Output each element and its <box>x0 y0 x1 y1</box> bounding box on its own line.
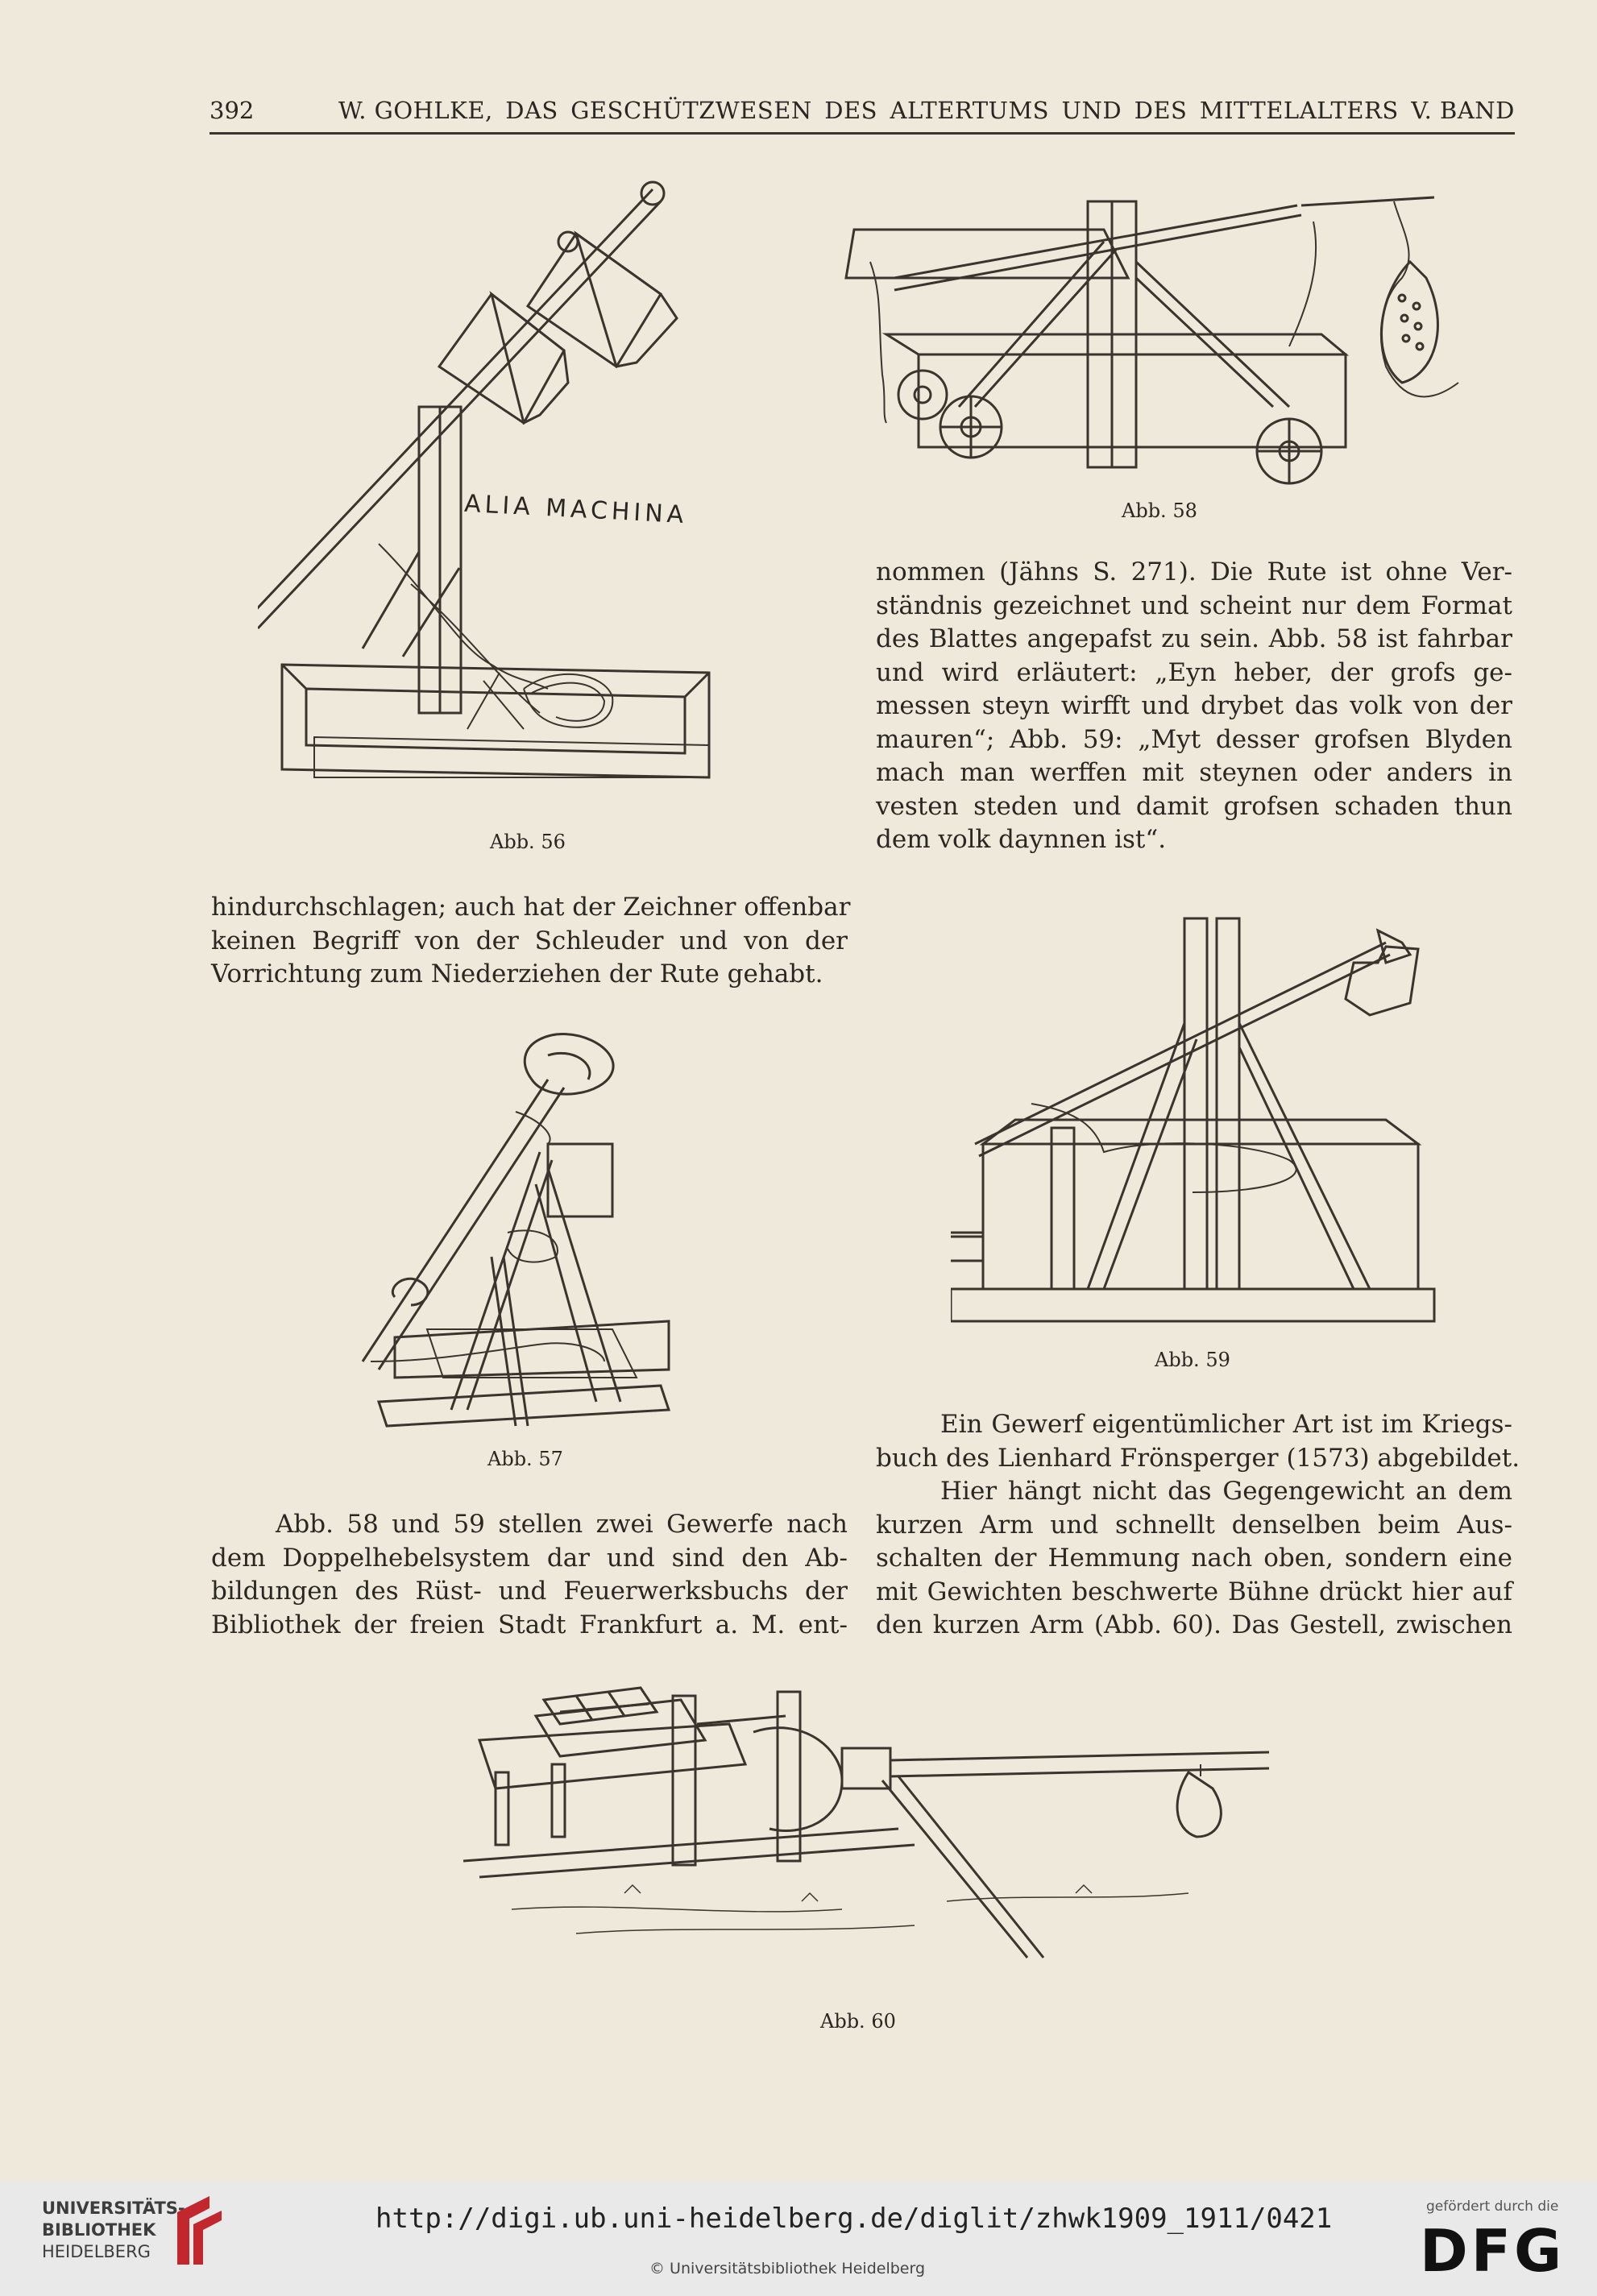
copyright-notice: © Universitätsbibliothek Heidelberg <box>649 2260 926 2277</box>
text-line: bildungen des Rüst- und Feuerwerksbuchs der <box>211 1577 848 1606</box>
figure-caption-abb58: Abb. 58 <box>1122 499 1197 522</box>
text-line: buch des Lienhard Frönsperger (1573) abgebildet. <box>876 1443 1520 1473</box>
text-column-left-bottom <box>211 1508 848 1642</box>
text-line: mauren“; Abb. 59: „Myt desser grofsen Blyden <box>876 724 1512 754</box>
permalink-url[interactable]: http://digi.ub.uni-heidelberg.de/diglit/zhwk1909_1911/0421 <box>375 2203 1333 2235</box>
title-word: V. BAND <box>1411 97 1515 124</box>
title-word: MITTELALTERS <box>1199 97 1399 124</box>
funding-label: gefördert durch die <box>1426 2199 1559 2215</box>
title-word: DAS <box>505 97 558 124</box>
title-word: DES <box>1134 97 1188 124</box>
title-word: GESCHÜTZWESEN <box>570 97 812 124</box>
figure-caption-abb56: Abb. 56 <box>490 831 566 853</box>
text-line: ständnis gezeichnet und scheint nur dem Format <box>876 591 1512 620</box>
text-line: vesten steden und damit grofsen schaden thun <box>876 791 1512 821</box>
text-column-right-top <box>876 556 1512 857</box>
title-word: ALTERTUMS <box>890 97 1050 124</box>
figure-caption-abb59: Abb. 59 <box>1155 1349 1230 1371</box>
figure-caption-abb60: Abb. 60 <box>820 2010 896 2033</box>
text-line: schalten der Hemmung nach oben, sondern eine <box>876 1544 1512 1573</box>
digitization-footer <box>0 2182 1597 2296</box>
text-line: mit Gewichten beschwerte Bühne drückt hier auf <box>876 1577 1512 1606</box>
running-head <box>209 90 1515 135</box>
text-line: kurzen Arm und schnellt denselben beim Aus- <box>876 1510 1512 1540</box>
figure-abb57-trebuchet-drawing <box>346 1023 685 1442</box>
text-line: Ein Gewerf eigentümlicher Art ist im Kriegs- <box>940 1410 1512 1439</box>
text-line: Hier hängt nicht das Gegengewicht an dem <box>940 1477 1512 1506</box>
library-logo-icon <box>161 2196 226 2269</box>
library-name-line: UNIVERSITÄTS- <box>42 2199 185 2218</box>
text-column-right-bottom <box>876 1408 1520 1643</box>
running-title <box>338 97 1515 124</box>
library-name-line: BIBLIOTHEK <box>42 2220 156 2240</box>
text-line: Bibliothek der freien Stadt Frankfurt a. M. ent- <box>211 1610 848 1639</box>
figure-abb59-blyde-engine <box>951 886 1450 1337</box>
text-line: und wird erläutert: „Eyn heber, der grofs ge- <box>876 657 1512 687</box>
text-line: des Blattes angepafst zu sein. Abb. 58 ist fahrbar <box>876 624 1512 653</box>
text-column-left-mid <box>211 891 851 992</box>
text-line: den kurzen Arm (Abb. 60). Das Gestell, zwischen <box>876 1610 1512 1639</box>
figure-caption-abb57: Abb. 57 <box>487 1448 563 1470</box>
figure-abb56-trebuchet-drawing <box>258 165 741 818</box>
figure-inscription: ALIA MACHINA <box>463 489 689 530</box>
funder-logo: DFG <box>1420 2217 1566 2285</box>
text-line: Vorrichtung zum Niederziehen der Rute gehabt. <box>211 959 823 988</box>
title-word: DES <box>824 97 878 124</box>
figure-abb58-wheeled-engine <box>838 165 1507 504</box>
text-line: dem volk daynnen ist“. <box>876 825 1167 854</box>
page-number: 392 <box>209 97 255 124</box>
text-line: hindurchschlagen; auch hat der Zeichner offenbar <box>211 893 851 922</box>
text-line: messen steyn wirfft und drybet das volk von der <box>876 691 1512 720</box>
text-line: mach man werffen mit steynen oder anders in <box>876 758 1512 787</box>
text-line: Abb. 58 und 59 stellen zwei Gewerfe nach <box>276 1510 848 1539</box>
text-line: keinen Begriff von der Schleuder und von der <box>211 926 848 955</box>
title-word: W. GOHLKE, <box>338 97 493 124</box>
library-name-line: HEIDELBERG <box>42 2242 151 2261</box>
text-line: nommen (Jähns S. 271). Die Rute ist ohne Ver- <box>876 557 1512 586</box>
title-word: UND <box>1061 97 1122 124</box>
text-line: dem Doppelhebelsystem dar und sind den Ab- <box>211 1543 848 1573</box>
figure-abb60-fronsperger-engine <box>463 1668 1285 1990</box>
